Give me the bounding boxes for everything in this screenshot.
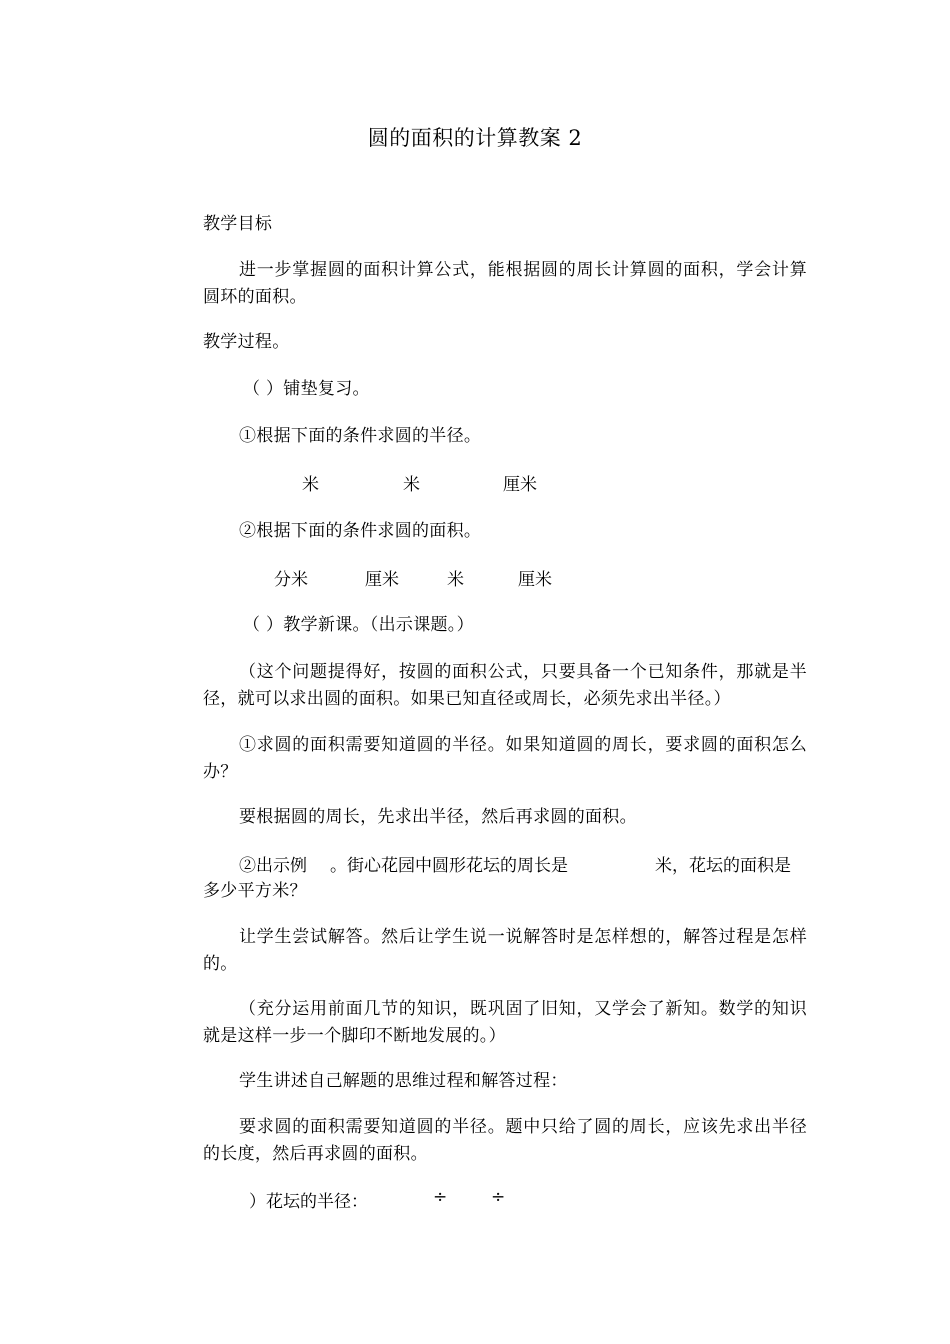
question-1: ①根据下面的条件求圆的半径。 <box>239 426 482 446</box>
new-lesson-heading: （ ）教学新课。（出示课题。） <box>243 615 474 635</box>
q1-unit-1: 米 <box>302 475 319 495</box>
note-2: （充分运用前面几节的知识，既巩固了旧知，又学会了新知。数学的知识就是这样一步一个脚印不断地发展的。） <box>203 999 807 1046</box>
q2-unit-1: 分米 <box>274 570 308 590</box>
divide-sign-1: ÷ <box>433 1187 448 1207</box>
paragraph-1: ①求圆的面积需要知道圆的半径。如果知道圆的周长，要求圆的面积怎么办？ <box>203 735 807 782</box>
section-heading-goal: 教学目标 <box>203 214 273 234</box>
paragraph-5: 学生讲述自己解题的思维过程和解答过程： <box>239 1071 568 1091</box>
example-text-3: 多少平方米？ <box>203 881 307 901</box>
q2-unit-2: 厘米 <box>365 570 399 590</box>
step-1-label: ）花坛的半径： <box>249 1192 368 1212</box>
example-text-2: 米，花坛的面积是 <box>655 856 791 876</box>
document-title: 圆的面积的计算教案 2 <box>367 126 583 150</box>
example-label: ②出示例 <box>239 856 307 876</box>
q2-unit-3: 米 <box>447 570 464 590</box>
section-heading-process: 教学过程。 <box>203 332 290 352</box>
paragraph-6: 要求圆的面积需要知道圆的半径。题中只给了圆的周长，应该先求出半径的长度，然后再求圆的面积。 <box>203 1117 807 1164</box>
question-2: ②根据下面的条件求圆的面积。 <box>239 521 482 541</box>
note-1: （这个问题提得好，按圆的面积公式，只要具备一个已知条件，那就是半径，就可以求出圆的面积。如果已知直径或周长，必须先求出半径。） <box>203 662 807 709</box>
q2-unit-4: 厘米 <box>518 570 552 590</box>
review-heading: （ ）铺垫复习。 <box>243 379 370 399</box>
example-text: 。街心花园中圆形花坛的周长是 <box>330 856 568 876</box>
q1-unit-2: 米 <box>403 475 420 495</box>
paragraph-4: 让学生尝试解答。然后让学生说一说解答时是怎样想的，解答过程是怎样的。 <box>203 927 807 974</box>
paragraph-2: 要根据圆的周长，先求出半径，然后再求圆的面积。 <box>239 807 637 827</box>
q1-unit-3: 厘米 <box>503 475 537 495</box>
goal-paragraph: 进一步掌握圆的面积计算公式，能根据圆的周长计算圆的面积，学会计算圆环的面积。 <box>203 260 807 307</box>
divide-sign-2: ÷ <box>491 1187 506 1207</box>
